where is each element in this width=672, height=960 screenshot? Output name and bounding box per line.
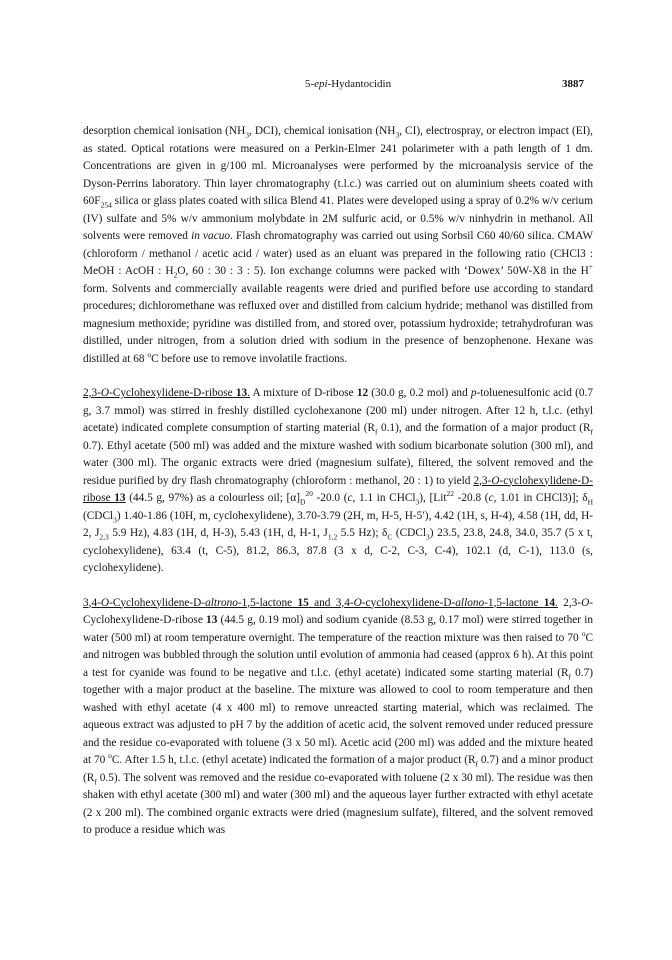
article-body xyxy=(83,123,593,840)
running-head xyxy=(112,78,584,94)
page-number: 3887 xyxy=(562,78,584,90)
running-title: 5-epi-Hydantocidin xyxy=(304,78,392,90)
paragraph-compounds-14-15: 3,4-O-Cyclohexylidene-D-altrono-1,5-lactone 15 and 3,4-O-cyclohexylidene-D-allono-1,5-lactone 14. 2,3-O-Cyclohexylidene-D-ribose 13 (44.5 g, 0.19 mol) and sodium cyanide (8.53 g, 0.17 mol) were stirred together in water (500 ml) at room temperature overnight. The temperature of the reaction mixture was then raised to 70 $^o$C and nitrogen was bubbled through the solution until evolution of ammonia had ceased (approx 6 h). At this point a test for cyanide was found to be negative and t.l.c. (ethyl acetate) indicated some starting material ($R_f$ 0.7) together with a major product at the baseline. The mixture was allowed to cool to room temperature and then washed with ethyl acetate (4 x 400 ml) to remove unreacted starting material, which was reclaimed. The aqueous extract was adjusted to pH 7 by the addition of acetic acid, the solvent removed under reduced pressure and the residue co-evaporated with toluene (3 x 50 ml). Acetic acid (200 ml) was added and the mixture heated at 70 $^o$C. After 1.5 h, t.l.c. (ethyl acetate) indicated the formation of a major product ($R_f$ 0.7) and a minor product ($R_f$ 0.5). The solvent was removed and the residue co-evaporated with toluene (2 x 30 ml). The residue was then shaken with ethyl acetate (300 ml) and water (300 ml) and the aqueous layer further extracted with ethyl acetate (2 x 200 ml). The combined organic extracts were dried (magnesium sulfate), filtered, and the solvent removed to produce a residue which was xyxy=(83,596,593,836)
paragraph-general-methods: desorption chemical ionisation ($NH_3$, DCI), chemical ionisation ($NH_3$, CI), electrospray, or electron impact (EI), as stated. Optical rotations were measured on a Perkin-Elmer 241 polarimeter with a path length of 1 dm. Concentrations are given in g/100 ml. Microanalyses were performed by the microanalysis service of the Dyson-Perrins laboratory. Thin layer chromatography (t.l.c.) was carried out on aluminium sheets coated with $60F_{254}$ silica or glass plates coated with silica Blend 41. Plates were developed using a spray of 0.2% w/v cerium (IV) sulfate and 5% w/v ammonium molybdate in 2M sulfuric acid, or 0.5% w/v ninhydrin in methanol. All solvents were removed in vacuo. Flash chromatography was carried out using Sorbsil C60 40/60 silica. CMAW (chloroform / methanol / acetic acid / water) used as an eluant was prepared in the following ratio (CHCl3 : MeOH : AcOH : $H_2O$, 60 : 30 : 3 : 5). Ion exchange columns were packed with ‘Dowex’ 50W-X8 in the H+ form. Solvents and commercially available reagents were dried and purified before use according to standard procedures; dichloromethane was refluxed over and distilled from calcium hydride; methanol was distilled from magnesium methoxide; pyridine was distilled from, and stored over, potassium hydroxide; tetrahydrofuran was distilled, under nitrogen, from a solution dried with sodium in the presence of benzophenone. Hexane was distilled at 68 $^o$C before use to remove involatile fractions. xyxy=(83,125,593,365)
paragraph-compound-13: 2,3-O-Cyclohexylidene-D-ribose 13. A mixture of D-ribose 12 (30.0 g, 0.2 mol) and p-toluenesulfonic acid (0.7 g, 3.7 mmol) was stirred in freshly distilled cyclohexanone (200 ml) under nitrogen. After 12 h, t.l.c. (ethyl acetate) indicated complete consumption of starting material ($R_f$ 0.1), and the formation of a major product ($R_f$ 0.7). Ethyl acetate (500 ml) was added and the mixture washed with sodium bicarbonate solution (300 ml), and water (300 ml). The organic extracts were dried (magnesium sulfate), filtered, the solvent removed and the residue purified by dry flash chromatography (chloroform : methanol, 20 : 1) to yield 2,3-O-cyclohexylidene-D-ribose 13 (44.5 g, 97%) as a colourless oil; $[\alpha]_D^{20}$ -20.0 (c, 1.1 in CHCl$_3$), [Lit$^{22}$ -20.8 (c, 1.01 in CHCl3)]; $\delta_H$ (CDCl$_3$) 1.40-1.86 (10H, m, cyclohexylidene), 3.70-3.79 (2H, m, H-5, H-5′), 4.42 (1H, s, H-4), 4.58 (1H, dd, H-2, $J_{2,3}$ 5.9 Hz), 4.83 (1H, d, H-3), 5.43 (1H, d, H-1, $J_{1,2}$ 5.5 Hz); $\delta_C$ (CDCl$_3$) 23.5, 23.8, 24.8, 34.0, 35.7 (5 x t, cyclohexylidene), 63.4 (t, C-5), 81.2, 86.3, 87.8 (3 x d, C-2, C-3, C-4), 102.1 (d, C-1), 113.0 (s, cyclohexylidene). xyxy=(83,387,594,574)
